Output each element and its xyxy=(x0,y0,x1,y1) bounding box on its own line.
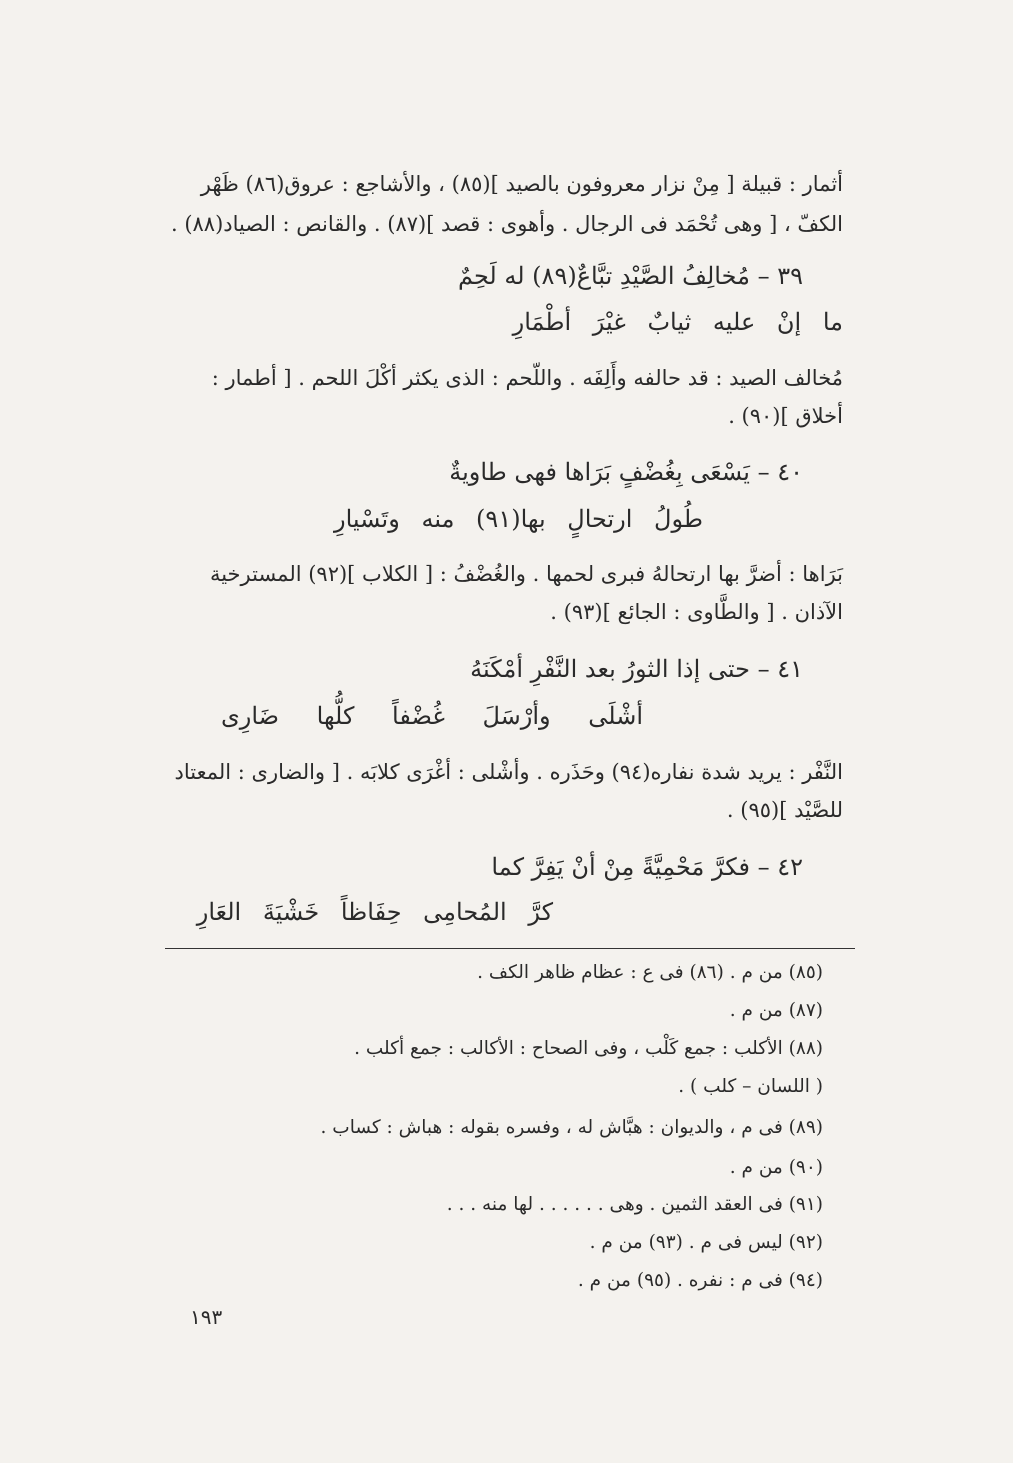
commentary-line: الآذان . [ والطَّاوى : الجائع ](٩٣) . xyxy=(550,600,843,624)
verse-first-hemistich: ٤٠ – يَسْعَى بِغُضْفٍ بَرَاها فهى طاويةٌ xyxy=(449,458,803,486)
footnote-line: (٩٠) من م . xyxy=(729,1157,823,1178)
commentary-line: مُخالف الصيد : قد حالفه وأَلِفَه . واللّحم : الذى يكثر أكْلَ اللحم . [ أطمار : xyxy=(211,366,843,390)
commentary-line: النَّفْر : يريد شدة نفاره(٩٤) وحَذَره . وأشْلى : أغْرَى كلابَه . [ والضارى : المعتاد xyxy=(174,760,843,784)
verse-first-hemistich: ٤١ – حتى إذا الثورُ بعد النَّفْرِ أمْكَنَهُ xyxy=(470,655,803,683)
footnote-line: (٩٤) فى م : نفره . (٩٥) من م . xyxy=(577,1270,823,1291)
footnote-line: (٨٥) من م . (٨٦) فى ع : عظام ظاهر الكف . xyxy=(477,962,823,983)
verse-second-hemistich: ما إنْ عليه ثيابٌ غيْرَ أطْمَارِ xyxy=(512,308,843,336)
commentary-line: الكفّ ، [ وهى تُحْمَد فى الرجال . وأهوى : قصد ](٨٧) . والقانص : الصياد(٨٨) . xyxy=(170,212,843,236)
footnote-line: (٩٢) ليس فى م . (٩٣) من م . xyxy=(589,1232,823,1253)
commentary-line: أخلاق ](٩٠) . xyxy=(728,404,843,428)
page-number: ١٩٣ xyxy=(190,1305,223,1329)
verse-second-hemistich: أشْلَى وأرْسَلَ غُضْفاً كلُّها ضَارِى xyxy=(220,702,643,730)
verse-first-hemistich: ٣٩ – مُخالِفُ الصَّيْدِ تبَّاعٌ(٨٩) له لَحِمٌ xyxy=(457,262,803,290)
footnote-line: (٩١) فى العقد الثمين . وهى . . . . . . لها منه . . . xyxy=(446,1194,823,1215)
footnote-line: (٨٧) من م . xyxy=(729,1000,823,1021)
footnote-line: ( اللسان – كلب ) . xyxy=(678,1076,823,1097)
verse-second-hemistich: كرَّ المُحامِى حِفَاظاً خَشْيَةَ العَارِ xyxy=(196,898,553,926)
footnote-line: (٨٨) الأكلب : جمع كَلْب ، وفى الصحاح : الأكالب : جمع أكلب . xyxy=(354,1038,823,1059)
verse-second-hemistich: طُولُ ارتحالٍ بها(٩١) منه وتَسْيارِ xyxy=(334,505,703,533)
footnote-line: (٨٩) فى م ، والديوان : هبَّاش له ، وفسره بقوله : هباش : كساب . xyxy=(320,1117,823,1138)
commentary-line: بَرَاها : أضرَّ بها ارتحالهُ فبرى لحمها . والغُضْفُ : [ الكلاب ](٩٢) المسترخية xyxy=(209,562,843,586)
verse-first-hemistich: ٤٢ – فكرَّ مَحْمِيَّةً مِنْ أنْ يَفِرَّ كما xyxy=(491,853,803,881)
footnote-separator xyxy=(165,948,855,949)
commentary-line: للصَّيْد ](٩٥) . xyxy=(726,798,843,822)
commentary-line: أثمار : قبيلة [ مِنْ نزار معروفون بالصيد ](٨٥) ، والأشاجع : عروق(٨٦) ظَهْر xyxy=(200,172,843,196)
